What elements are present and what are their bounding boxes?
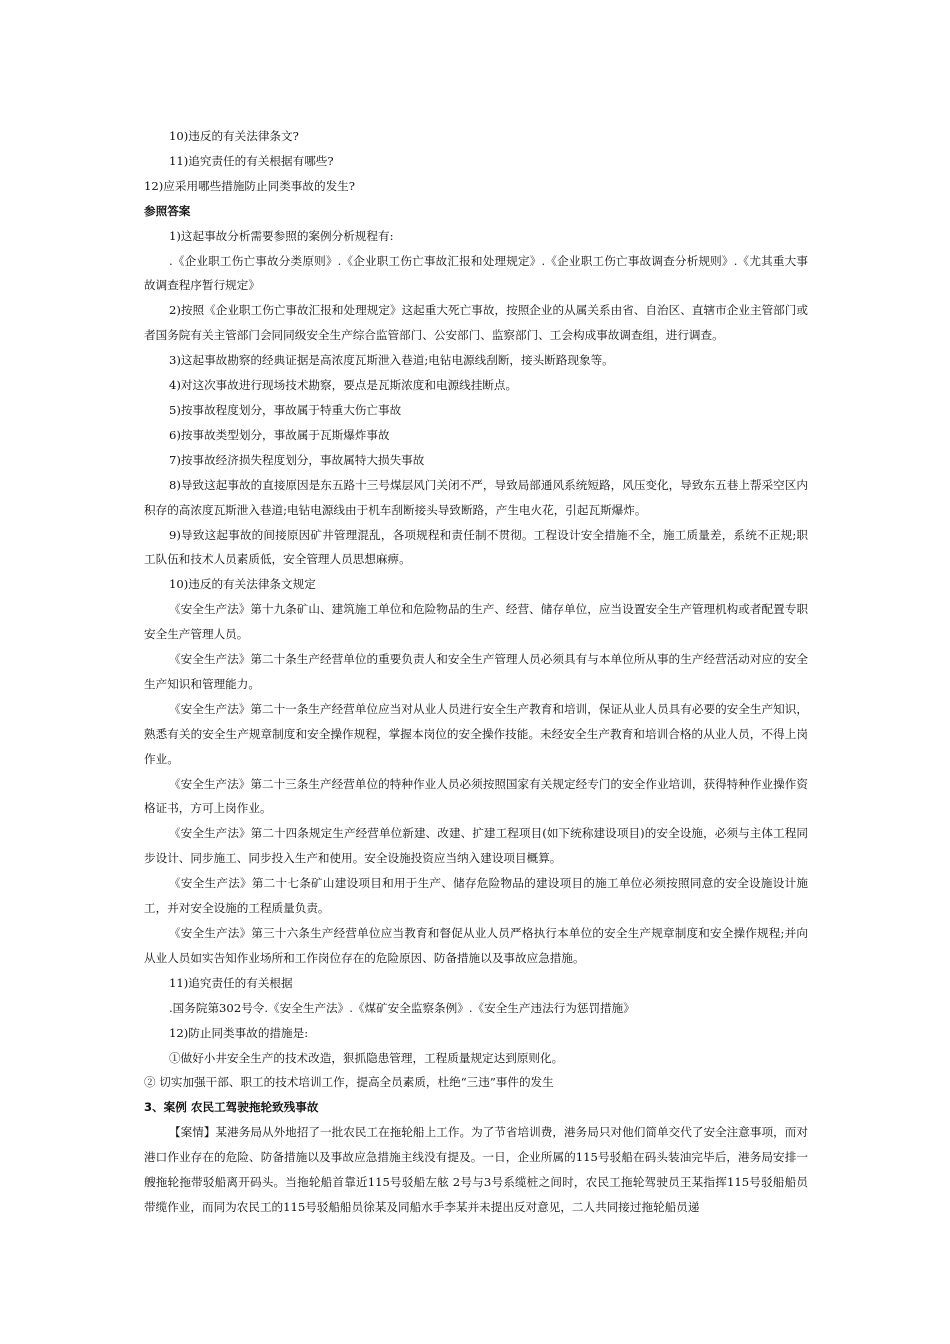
paragraph: 9)导致这起事故的间接原因矿井管理混乱，各项规程和责任制不贯彻。工程设计安全措施不全，施工质量差，系统不正规;职工队伍和技术人员素质低，安全管理人员思想麻痹。	[144, 527, 808, 567]
paragraph: 《安全生产法》第二十条生产经营单位的重要负责人和安全生产管理人员必须具有与本单位所从事的生产经营活动对应的安全生产知识和管理能力。	[144, 652, 808, 691]
paragraph: 《安全生产法》第三十六条生产经营单位应当教育和督促从业人员严格执行本单位的安全生产规章制度和安全操作规程;并向从业人员如实告知作业场所和工作岗位存在的危险原因、防备措施以及事故应急措施。	[144, 926, 808, 965]
paragraph: 6)按事故类型划分，事故属于瓦斯爆炸事故	[169, 427, 390, 442]
paragraph: 4)对这次事故进行现场技术勘察，要点是瓦斯浓度和电源线挂断点。	[169, 378, 518, 393]
paragraph: 10)违反的有关法律条文?	[169, 129, 299, 143]
paragraph: .国务院第302号令.《安全生产法》.《煤矿安全监察条例》.《安全生产违法行为惩罚措施》	[169, 1000, 635, 1015]
paragraph: 《安全生产法》第二十一条生产经营单位应当对从业人员进行安全生产教育和培训，保证从业人员具有必要的安全生产知识，熟悉有关的安全生产规章制度和安全操作规程，掌握本岗位的安全操作技能。未经安全生产教育和培训合格的从业人员，不得上岗作业。	[144, 701, 808, 766]
paragraph: ② 切实加强干部、职工的技术培训工作，提高全员素质，杜绝“三违”事件的发生	[144, 1075, 554, 1090]
paragraph: 2)按照《企业职工伤亡事故汇报和处理规定》这起重大死亡事故，按照企业的从属关系由省、自治区、直辖市企业主管部门或者国务院有关主管部门会同同级安全生产综合监管部门、公安部门、监察部门、工会构成事故调查组，进行调查。	[144, 303, 808, 343]
paragraph: 12)防止同类事故的措施是:	[169, 1025, 309, 1040]
paragraph: .《企业职工伤亡事故分类原则》.《企业职工伤亡事故汇报和处理规定》.《企业职工伤亡事故调查分析规则》.《尤其重大事故调查程序暂行规定》	[144, 253, 808, 293]
paragraph: 5)按事故程度划分，事故属于特重大伤亡事故	[169, 402, 402, 417]
paragraph: 3)这起事故勘察的经典证据是高浓度瓦斯泄入巷道;电钻电源线刮断，接头断路现象等。	[169, 353, 614, 368]
paragraph: ①做好小井安全生产的技术改造，狠抓隐患管理，工程质量规定达到原则化。	[169, 1050, 564, 1065]
section-heading: 参照答案	[144, 203, 191, 218]
paragraph: 7)按事故经济损失程度划分，事故属特大损失事故	[169, 452, 425, 467]
paragraph: 1)这起事故分析需要参照的案例分析规程有:	[169, 228, 394, 243]
paragraph: 【案情】某港务局从外地招了一批农民工在拖轮船上工作。为了节省培训费，港务局只对他们简单交代了安全注意事项，而对港口作业存在的危险、防备措施以及事故应急措施主线没有提及。一日，企业所属的115号驳船在码头装油完毕后，港务局安排一艘拖轮拖带驳船离开码头。当拖轮船首靠近115号驳船左舷 2号与3号系缆桩之间时，农民工拖轮驾驶员王某指挥115号驳船船员带缆作业，而同为农民工的115号驳船船员徐某及同船水手李某并未提出反对意见，二人共同接过拖轮船员递	[144, 1125, 808, 1214]
paragraph: 《安全生产法》第二十七条矿山建设项目和用于生产、储存危险物品的建设项目的施工单位必须按照同意的安全设施设计施工，并对安全设施的工程质量负责。	[144, 876, 808, 916]
paragraph: 10)违反的有关法律条文规定	[169, 577, 316, 592]
section-heading: 3、案例 农民工驾驶拖轮致残事故	[144, 1100, 319, 1115]
paragraph: 11)追究责任的有关根据	[169, 975, 293, 990]
document-body	[144, 124, 808, 1220]
paragraph: 8)导致这起事故的直接原因是东五路十三号煤层风门关闭不严，导致局部通风系统短路，风压变化，导致东五巷上帮采空区内积存的高浓度瓦斯泄入巷道;电钻电源线由于机车刮断接头导致断路，产生电火花，引起瓦斯爆炸。	[144, 477, 808, 517]
paragraph: 12)应采用哪些措施防止同类事故的发生?	[144, 178, 355, 193]
paragraph: 《安全生产法》第二十三条生产经营单位的特种作业人员必须按照国家有关规定经专门的安全作业培训，获得特种作业操作资格证书，方可上岗作业。	[144, 776, 808, 816]
paragraph: 《安全生产法》第十九条矿山、建筑施工单位和危险物品的生产、经营、储存单位，应当设置安全生产管理机构或者配置专职安全生产管理人员。	[144, 602, 808, 642]
paragraph: 《安全生产法》第二十四条规定生产经营单位新建、改建、扩建工程项目(如下统称建设项目)的安全设施，必须与主体工程同步设计、同步施工、同步投入生产和使用。安全设施投资应当纳入建设项目概算。	[144, 826, 808, 866]
paragraph: 11)追究责任的有关根据有哪些?	[169, 153, 334, 168]
